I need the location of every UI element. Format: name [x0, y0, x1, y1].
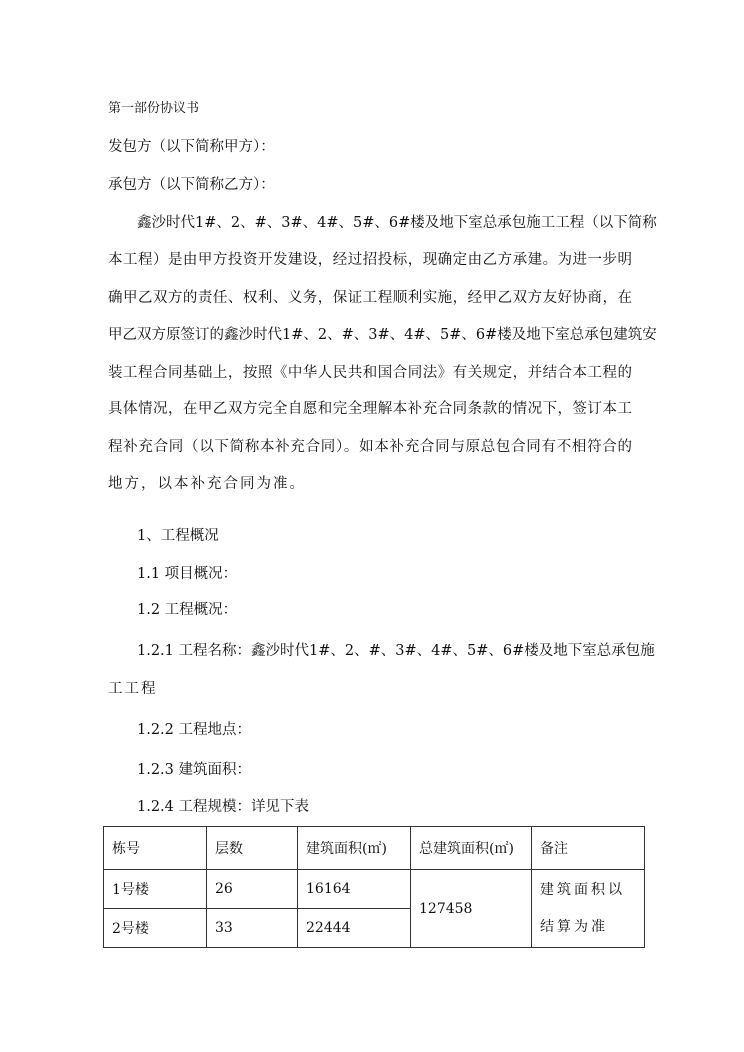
intro-line: 本工程）是由甲方投资开发建设，经过招投标，现确定由乙方承建。为进一步明 [108, 252, 632, 268]
cell-area: 16164 [298, 870, 411, 909]
intro-line: 程补充合同（以下简称本补充合同）。如本补充合同与原总包合同有不相符合的 [108, 439, 632, 455]
cell-area: 22444 [298, 909, 411, 948]
cell-floors: 26 [207, 870, 298, 909]
party-a-line: 发包方（以下简称甲方）： [108, 139, 275, 155]
section-1-2-2: 1.2.2 工程地点： [108, 722, 252, 738]
cell-building: 1号楼 [104, 870, 207, 909]
section-1-heading: 1、工程概况 [108, 528, 219, 544]
cell-floors: 33 [207, 909, 298, 948]
header-area: 建筑面积(㎡) [298, 827, 411, 870]
section-1-2: 1.2 工程概况： [108, 602, 238, 618]
party-b-line: 承包方（以下简称乙方）： [108, 177, 275, 193]
header-floors: 层数 [207, 827, 298, 870]
intro-line: 地方，以本补充合同为准。 [108, 476, 306, 492]
intro-line: 甲乙双方原签订的鑫沙时代1#、2、#、3#、4#、5#、6#楼及地下室总承包建筑安 [108, 327, 657, 343]
document-title: 第一部份协议书 [108, 101, 200, 116]
intro-line: 具体情况，在甲乙双方完全自愿和完全理解本补充合同条款的情况下，签订本工 [108, 401, 632, 417]
intro-line: 确甲乙双方的责任、权利、义务，保证工程顺利实施，经甲乙双方友好协商，在 [108, 290, 632, 306]
cell-building: 2号楼 [104, 909, 207, 948]
section-1-2-1-cont: 工工程 [108, 681, 158, 697]
header-total-area: 总建筑面积(㎡) [411, 827, 532, 870]
section-1-2-4: 1.2.4 工程规模：详见下表 [108, 799, 310, 815]
intro-line: 装工程合同基础上，按照《中华人民共和国合同法》有关规定，并结合本工程的 [108, 365, 632, 381]
intro-line: 鑫沙时代1#、2、#、3#、4#、5#、6#楼及地下室总承包施工工程（以下简称 [108, 215, 657, 231]
table-row [104, 870, 645, 909]
building-scale-table [103, 826, 645, 948]
table-header-row [104, 827, 645, 870]
cell-note: 建筑面积以结算为准 [532, 870, 645, 948]
header-building: 栋号 [104, 827, 207, 870]
section-1-1: 1.1 项目概况： [108, 566, 238, 582]
cell-total-area: 127458 [411, 870, 532, 948]
header-note: 备注 [532, 827, 645, 870]
section-1-2-3: 1.2.3 建筑面积： [108, 762, 252, 778]
section-1-2-1: 1.2.1 工程名称：鑫沙时代1#、2、#、3#、4#、5#、6#楼及地下室总承包施 [108, 643, 655, 659]
